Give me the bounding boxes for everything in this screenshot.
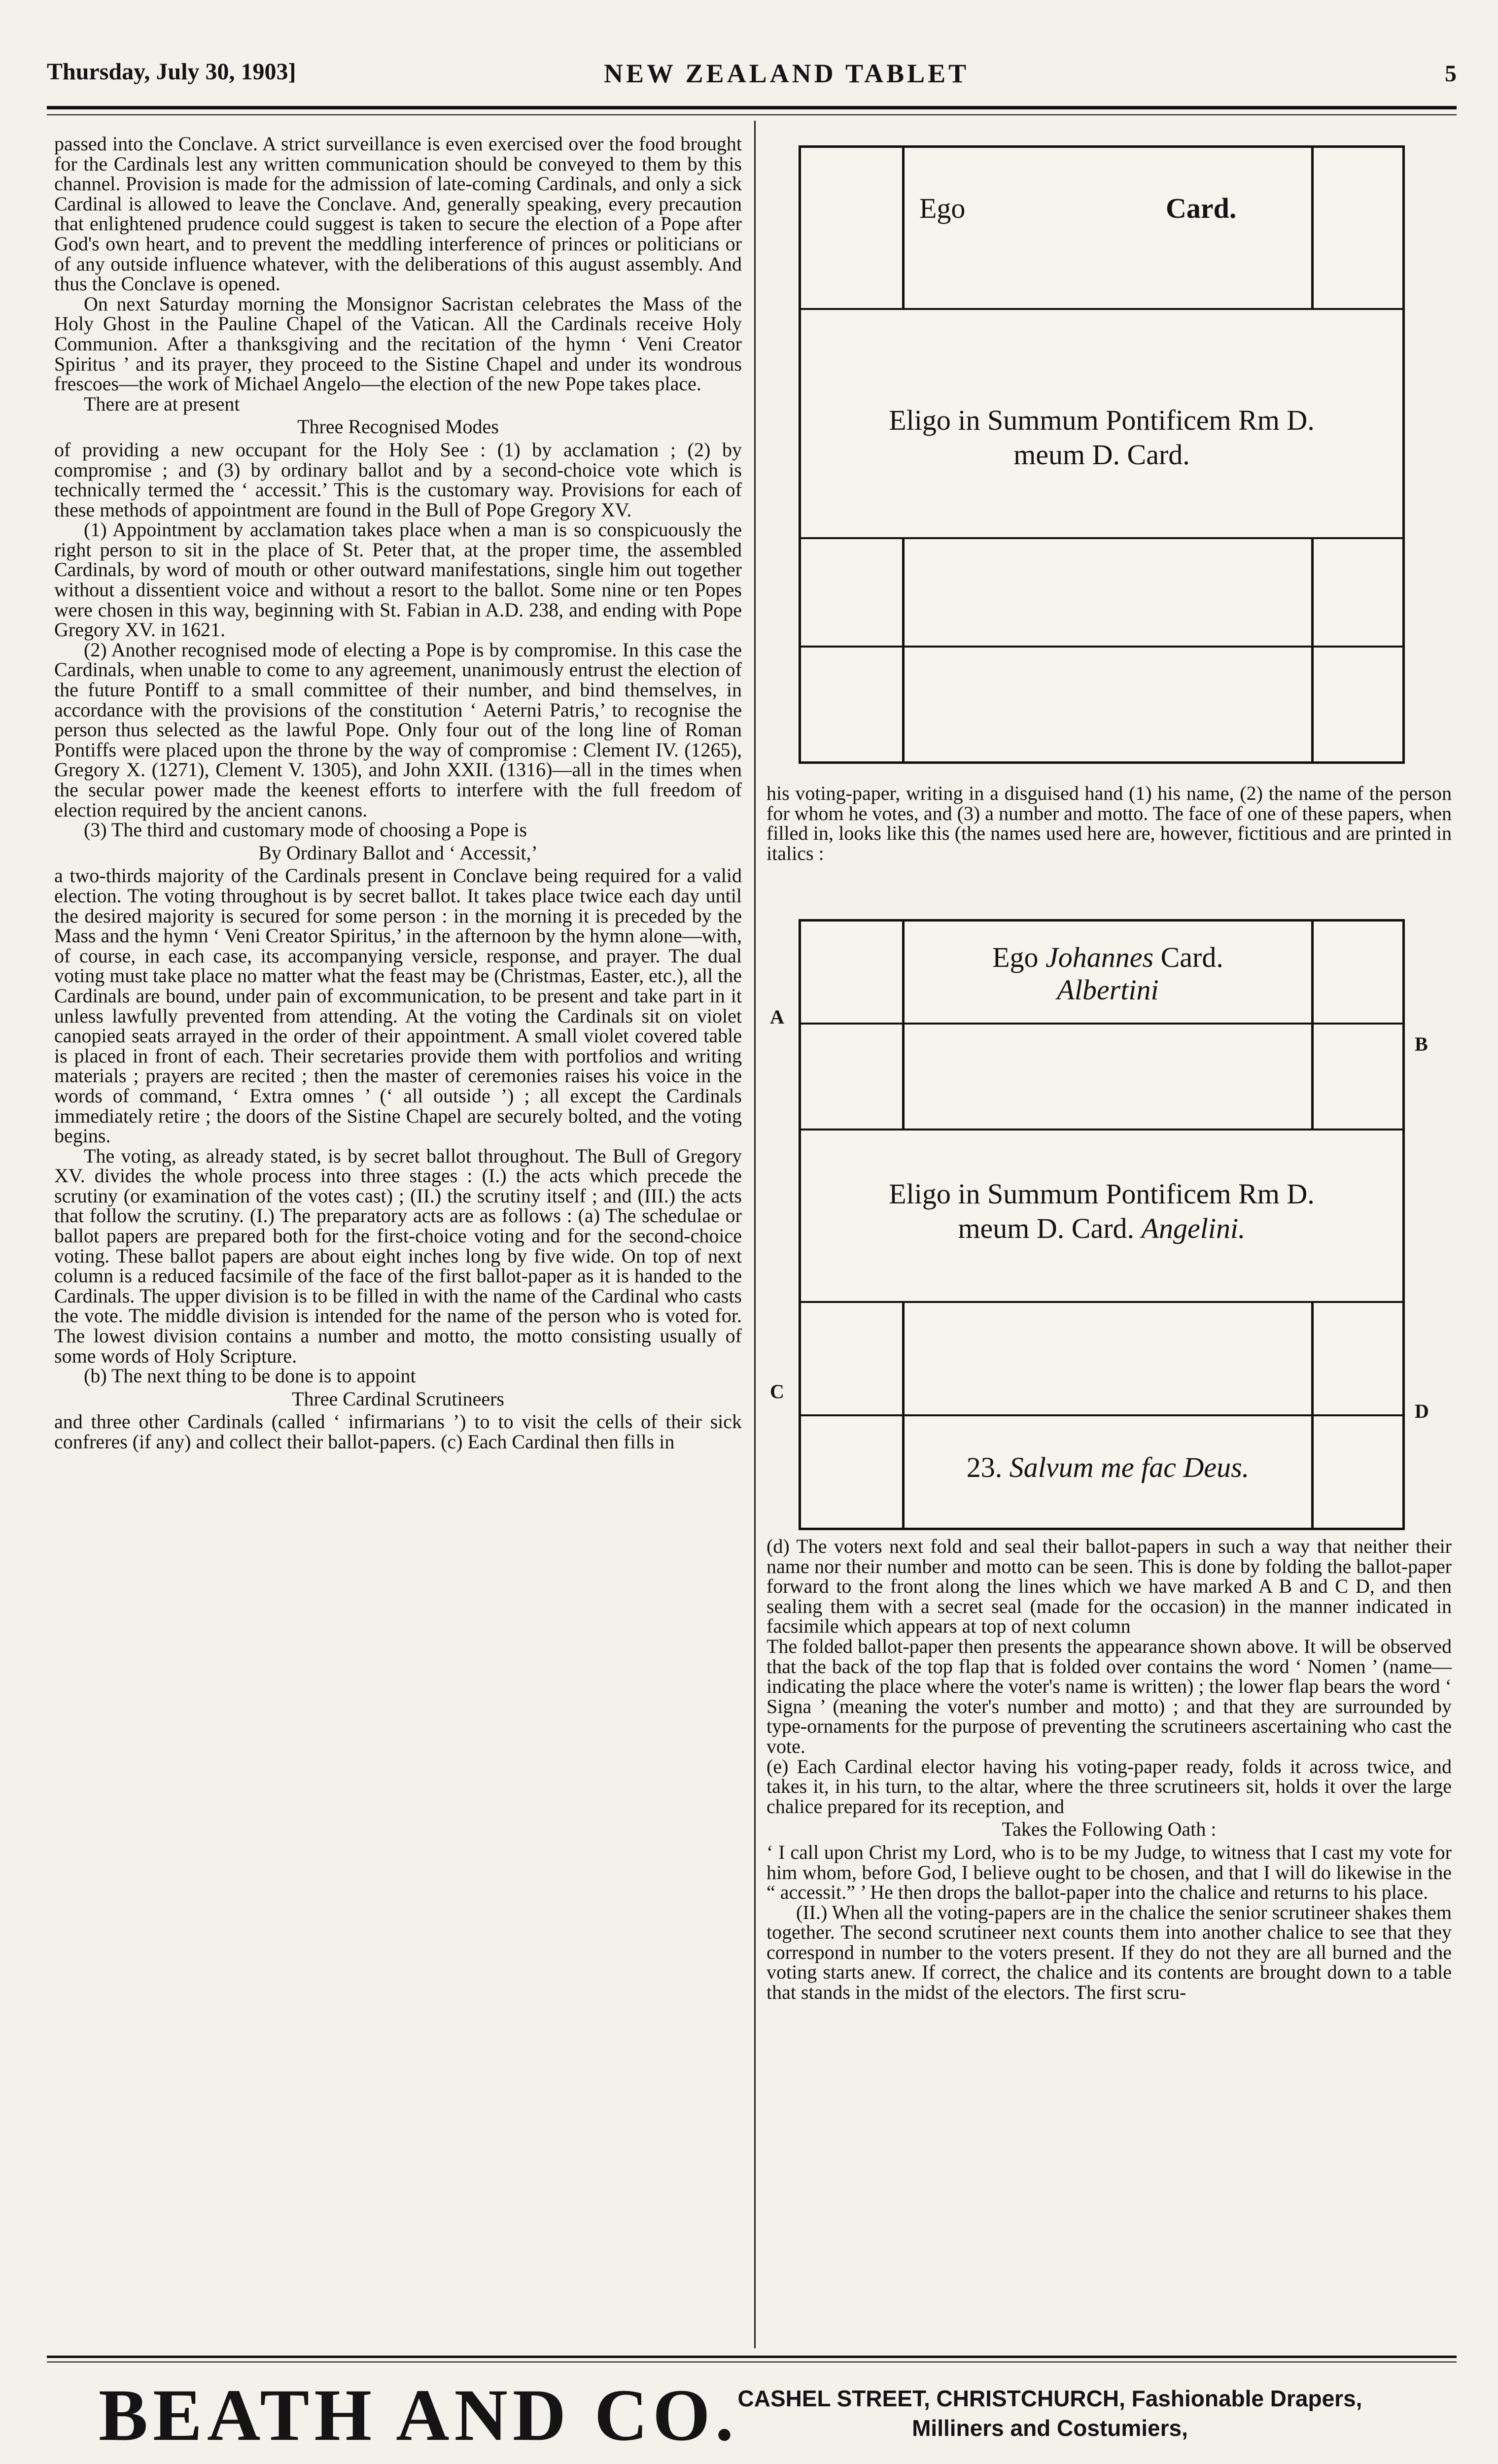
paragraph: (3) The third and customary mode of choosing a Pope is <box>84 819 527 841</box>
subheading: By Ordinary Ballot and ‘ Accessit,’ <box>258 841 538 864</box>
fold-marker-a: A <box>770 1006 784 1028</box>
right-column-bottom <box>766 1537 1452 2003</box>
fold-marker-b: B <box>1415 1033 1428 1055</box>
paragraph: (d) The voters next fold and seal their ballot-papers in such a way that neither their name nor their number and motto can be seen. This is done by folding the ballot-paper forward to the front along the lines which we have marked A B and C D, and then sealing them with a secret seal (made for the occasion) in the manner indicated in facsimile which appears at top of next column <box>766 1535 1452 1638</box>
ballot-rule <box>801 1129 1402 1130</box>
ballot-meum-line: meum D. Card. <box>1013 439 1190 471</box>
fold-line-cd <box>801 1414 1402 1416</box>
left-column <box>54 134 742 1452</box>
paragraph: (e) Each Cardinal elector having his voting-paper ready, folds it across twice, and takes it, in his turn, to the altar, where the three scrutineers sit, holds it over the large chalice prepared for its reception, and <box>766 1755 1452 1817</box>
paragraph: ‘ I call upon Christ my Lord, who is to be my Judge, to witness that I cast my vote for him whom, before God, I believe ought to be chosen, and that I will do likewise in the “ accessit.” ’ He then drops the ballot-paper into the chalice and returns to his place. <box>766 1841 1452 1904</box>
right-column-middle <box>766 784 1452 863</box>
fold-line-ab <box>801 1023 1402 1025</box>
ballot-rule <box>801 308 1402 310</box>
subheading: Takes the Following Oath : <box>1002 1818 1217 1841</box>
ballot-paper-blank <box>799 145 1405 764</box>
paragraph: and three other Cardinals (called ‘ infirmarians ’) to to visit the cells of their sick confreres (if any) and collect their ballot-papers. (c) Each Cardinal then fills in <box>54 1410 742 1453</box>
issue-date: Thursday, July 30, 1903] <box>47 59 296 85</box>
ballot-card-label: Card. <box>1166 192 1237 224</box>
ballot-divider <box>902 922 905 1129</box>
page-number: 5 <box>1445 61 1457 87</box>
ballot-eligo-line: Eligo in Summum Pontificem Rm D. <box>889 1178 1315 1210</box>
ballot-paper-filled <box>799 919 1405 1530</box>
ballot-ego-label: Ego <box>919 192 966 224</box>
ballot-divider <box>1311 537 1314 761</box>
paragraph: (b) The next thing to be done is to appoint <box>84 1365 416 1387</box>
paragraph: a two-thirds majority of the Cardinals present in Conclave being required for a valid election. The voting throughout is by secret ballot. It takes place twice each day until the desired majority is secured for some person : in the morning it is preceded by the Mass and the hymn ‘ Veni Creator Spiritus,’ in the afternoon by the hymn alone—with, of course, in each case, its accompanying versicle, response, and prayer. The dual voting must take place no matter what the feast may be (Christmas, Easter, etc.), all the Cardinals are bound, under pain of excommunication, to be present and take part in it unless lawfully prevented from attending. At the voting the Cardinals sit on violet canopied seats arrayed in the order of their appointment. A small violet covered table is placed in front of each. Their secretaries provide them with portfolios and writing materials ; prayers are recited ; then the master of ceremonies raises his voice in the words of command, ‘ Extra omnes ’ (‘ all outside ’) ; all except the Cardinals immediately retire ; the doors of the Sistine Chapel are securely bolted, and the voting begins. <box>54 864 742 1147</box>
fold-marker-d: D <box>1415 1400 1429 1422</box>
paragraph: (2) Another recognised mode of electing a Pope is by compromise. In this case the Cardinals, when unable to come to any agreement, unanimously entrust the election of the future Pontiff to a small committee of their number, and bind themselves, in accordance with the provisions of the constitution ‘ Aeterni Patris,’ to recognise the person thus selected as the lawful Pope. Only four out of the long line of Roman Pontiffs were placed upon the throne by the way of compromise : Clement IV. (1265), Gregory X. (1271), Clement V. 1305), and John XXII. (1316)—all in the times when the secular power made the keenest efforts to interfere with the full freedom of election required by the ancient canons. <box>54 638 742 821</box>
paragraph: On next Saturday morning the Monsignor Sacristan celebrates the Mass of the Holy Ghost in the Pauline Chapel of the Vatican. All the Cardinals receive Holy Communion. After a thanksgiving and the recitation of the hymn ‘ Veni Creator Spiritus ’ and its prayer, they proceed to the Sistine Chapel and under its wondrous frescoes—the work of Michael Angelo—the election of the new Pope takes place. <box>54 292 742 395</box>
subheading: Three Cardinal Scrutineers <box>292 1387 504 1410</box>
paragraph: of providing a new occupant for the Holy See : (1) by acclamation ; (2) by compromise ; and (3) by ordinary ballot and by a second-choice vote which is technically termed the ‘ accessit.’ This is the customary way. Provisions for each of these methods of appointment are found in the Bull of Pope Gregory XV. <box>54 438 742 521</box>
paragraph: (II.) When all the voting-papers are in the chalice the senior scrutineer shakes them together. The second scrutineer next counts them into another chalice to see that they correspond in number to the voters present. If they do not they are all burned and the voting starts anew. If correct, the chalice and its contents are brought down to a table that stands in the midst of the electors. The first scru- <box>766 1901 1452 2004</box>
ballot-divider <box>1311 922 1314 1129</box>
ballot-divider <box>1311 148 1314 308</box>
ballot-voter-name: Ego Johannes Card. Albertini <box>992 941 1223 1006</box>
paragraph: The voting, as already stated, is by secret ballot throughout. The Bull of Gregory XV. divides the whole process into three stages : (I.) the acts which precede the scrutiny (or examination of the votes cast) ; (II.) the scrutiny itself ; and (III.) the acts that follow the scrutiny. (I.) The preparatory acts are as follows : (a) The schedulae or ballot papers are prepared both for the first-choice voting and for the second-choice voting. These ballot papers are about eight inches long by five wide. On top of next column is a reduced facsimile of the face of the first ballot-paper as it is handed to the Cardinals. The upper division is to be filled in with the name of the Cardinal who casts the vote. The middle division is intended for the name of the person who is voted for. The lowest division contains a number and motto, the motto consisting usually of some words of Holy Scripture. <box>54 1144 742 1367</box>
column-divider <box>754 121 756 2348</box>
advertiser-address: CASHEL STREET, CHRISTCHURCH, Fashionable Drapers, <box>737 2386 1362 2411</box>
header-rule <box>47 106 1457 109</box>
header-rule-thin <box>47 114 1457 115</box>
subheading: Three Recognised Modes <box>297 415 499 438</box>
paragraph: The folded ballot-paper then presents the appearance shown above. It will be observed that the back of the top flap that is folded over contains the word ‘ Nomen ’ (name—indicating the place where the voter's name is written) ; the lower flap bears the word ‘ Signa ’ (meaning the voter's number and motto) ; and that they are surrounded by type-ornaments for the purpose of preventing the scrutineers ascertaining who cast the vote. <box>766 1635 1452 1757</box>
ballot-divider <box>902 537 905 761</box>
paragraph: There are at present <box>84 392 240 415</box>
newspaper-title: NEW ZEALAND TABLET <box>604 59 970 88</box>
ballot-number-motto: 23. Salvum me fac Deus. <box>966 1451 1250 1483</box>
ballot-eligo-line: Eligo in Summum Pontificem Rm D. <box>889 404 1315 436</box>
advertiser-trade: Milliners and Costumiers, <box>912 2415 1188 2441</box>
ballot-rule <box>801 646 1402 648</box>
ballot-candidate-line: meum D. Card. Angelini. <box>958 1212 1246 1244</box>
page-header <box>47 54 1457 100</box>
advertiser-name: BEATH AND CO. <box>99 2374 739 2456</box>
paragraph: passed into the Conclave. A strict surveillance is even exercised over the food brought for the Cardinals lest any written communication should be conveyed to them by this channel. Provision is made for the admission of late-coming Cardinals, and only a sick Cardinal is allowed to leave the Conclave. And, generally speaking, every precaution that enlightened prudence could suggest is taken to secure the election of a Pope after God's own heart, and to prevent the meddling interference of princes or politicians or of any outside influence whatever, with the deliberations of this august assembly. And thus the Conclave is opened. <box>54 133 742 295</box>
footer-rule-thin <box>47 2361 1457 2362</box>
fold-marker-c: C <box>770 1380 784 1403</box>
ballot-divider <box>902 148 905 308</box>
footer-rule <box>47 2356 1457 2358</box>
paragraph: his voting-paper, writing in a disguised hand (1) his name, (2) the name of the person for whom he votes, and (3) a number and motto. The face of one of these papers, when filled in, looks like this (the names used here are, however, fictitious and are printed in italics : <box>766 782 1452 864</box>
paragraph: (1) Appointment by acclamation takes place when a man is so conspicuously the right person to sit in the place of St. Peter that, at the proper time, the assembled Cardinals, by word of mouth or other outward manifestations, single him out together without a dissentient voice and without a resort to the ballot. Some nine or ten Popes were chosen in this way, beginning with St. Fabian in A.D. 238, and ending with Pope Gregory XV. in 1621. <box>54 518 742 641</box>
